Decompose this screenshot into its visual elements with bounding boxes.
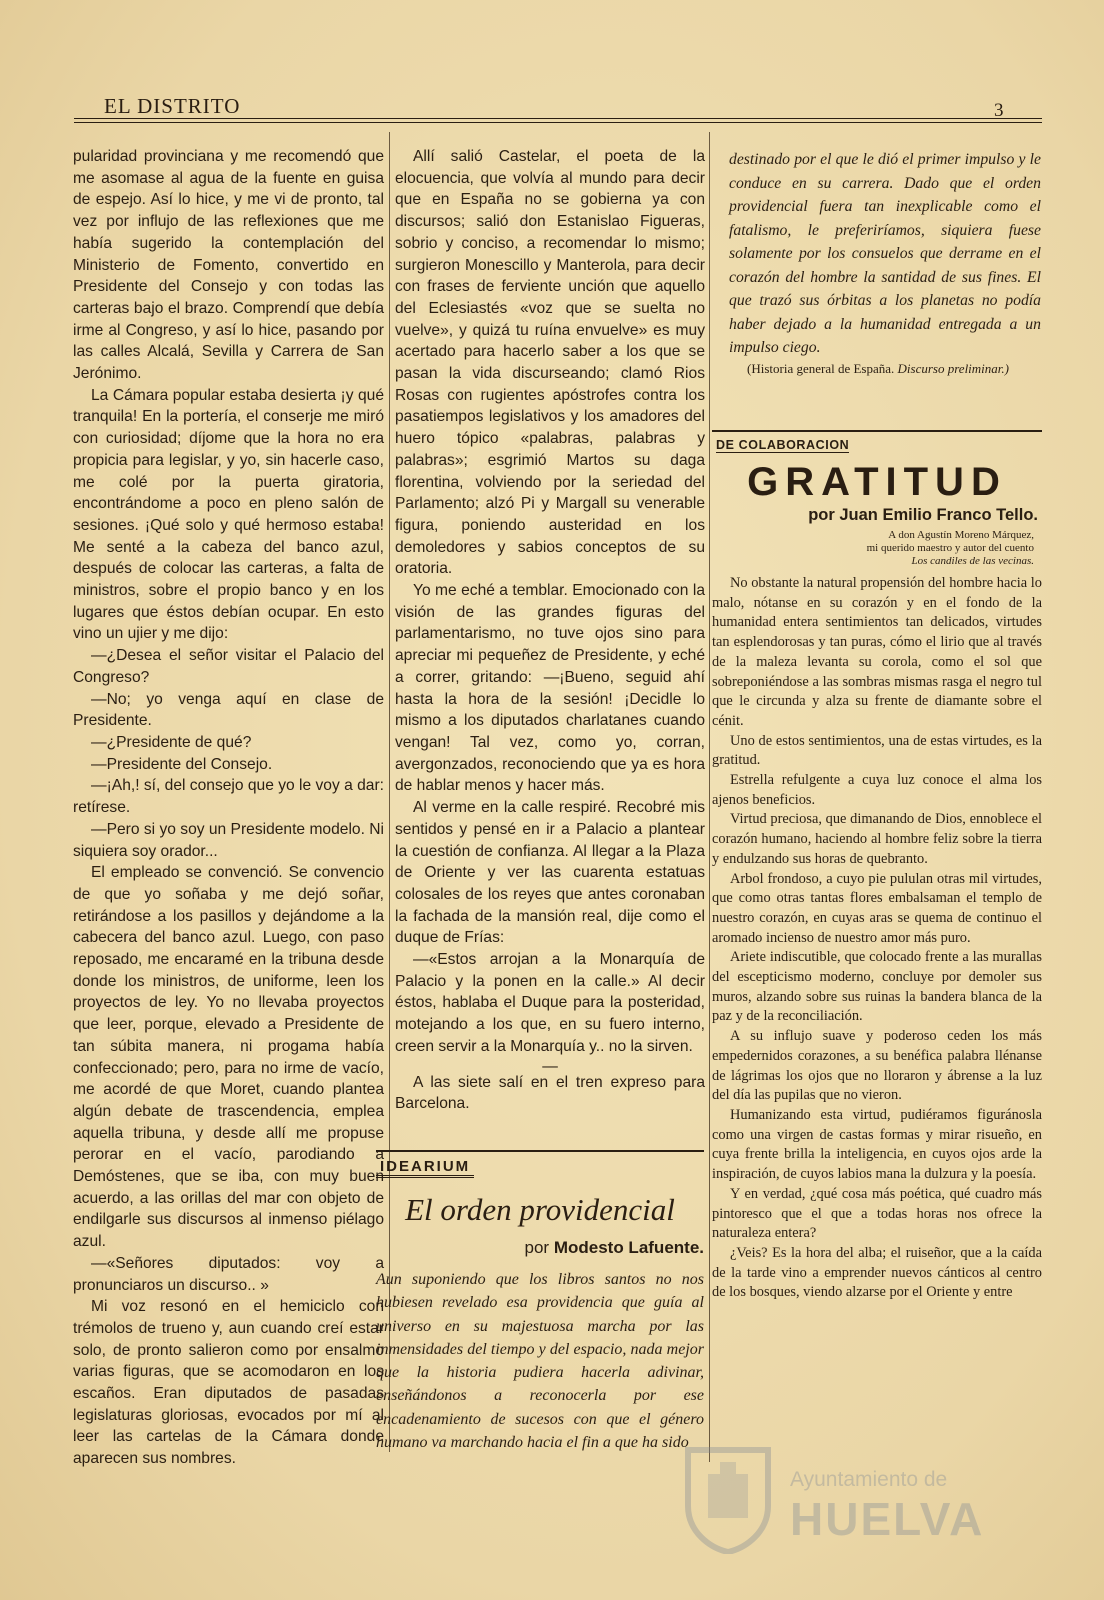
watermark-text: Ayuntamiento de [790, 1468, 948, 1491]
paragraph: Ariete indiscutible, que colocado frente a las murallas del escepticismo moderno, concluye por demoler sus muros, alzando sobre sus ruinas la bandera blanca de la paz y de la reconciliación. [712, 949, 1042, 1025]
dedication-line: A don Agustín Moreno Márquez, [888, 529, 1034, 541]
section-label: DE COLABORACION [716, 438, 850, 452]
dedication-line: Los candiles de las vecinas. [911, 555, 1034, 567]
byline [376, 1238, 704, 1258]
article-title: GRATITUD [747, 460, 1007, 504]
paragraph: Allí salió Castelar, el poeta de la elocuencia, que volvía al mundo para decir que en España no se gobierna ya con discursos; salió don Estanislao Figueras, sobrio y conciso, a recomendar lo mismo; surgieron Monescillo y Manterola, para decir con frases de ferviente unción que aquello del Eclesiastés «voz que se suelta no vuelve», y quizá tu ruína envuelve» es muy acertado para hacerlo saber a los que se pasan la vida discurseando; clamó Rios Rosas con rugientes apóstrofes contra los pasatiempos legislativos y los amadores del huero tópico «palabras, palabras y palabras»; esgrimió Martos su daga florentina, volviendo por la seriedad del Parlamento; alzó Pi y Margall su venerable figura, poniendo austeridad en los demoledores y sabios conceptos de su oratoria. [395, 148, 705, 578]
paragraph: A su influjo suave y poderoso ceden los más empedernidos corazones, a su benéfica palabra llénanse de lágrimas los ojos que no lloraron y ábrense a la luz del día las pupilas que no vieron. [712, 1028, 1042, 1104]
paragraph: El empleado se convenció. Se convencio de que yo soñaba y me dejó soñar, retirándose a los pasillos y dejándome a la cabecera del banco azul. Luego, con paso reposado, me encaramé en la tribuna desde donde los ministros, de uniforme, leen los proyectos de ley. Yo no llevaba proyectos que leer, porque, elevado a Presidente de tan súbita manera, ni progama había confeccionado; pero, para no irme de vacío, me acordé de que Moret, cuando plantea algún debate de trascendencia, emplea aquella tribuna, y desde allí me propuse perorar en el vacío, parodiando a Demóstenes, que se iba, con muy buen acuerdo, a las orillas del mar con objeto de endilgarle sus discursos al inmenso piélago azul. [73, 864, 384, 1251]
dedication-line: mi querido maestro y autor del cuento [866, 542, 1034, 554]
column-1 [73, 146, 384, 1470]
citation-detail: Discurso preliminar.) [897, 360, 1009, 376]
paragraph: —Presidente del Consejo. [91, 755, 273, 773]
column-divider [709, 132, 710, 1462]
paragraph: Virtud preciosa, que dimanando de Dios, ennoblece el corazón humano, haciendo al hombre feliz sobre la tierra y endulzando sus horas de quebranto. [712, 811, 1042, 867]
paragraph: —No; yo venga aquí en clase de Presidente. [73, 690, 384, 730]
column-2 [395, 146, 705, 1115]
citation-source: (Historia general de España. [747, 360, 895, 376]
citation [729, 360, 1041, 378]
header-rule-double [74, 122, 1042, 123]
article-title: El orden providencial [405, 1192, 675, 1227]
paragraph: —Pero si yo soy un Presidente modelo. Ni siquiera soy orador... [73, 820, 384, 860]
paragraph: Humanizando esta virtud, pudiéramos figuránosla como una virgen de castas formas y mirar risueño, en cuya frente brilla la inteligencia, en cuyos ojos arde la inspiración, de cuyos labios mana la dulzura y la poesía. [712, 1106, 1042, 1183]
paragraph: Estrella refulgente a cuya luz conoce el alma los ajenos beneficios. [712, 772, 1042, 808]
paragraph: No obstante la natural propensión del hombre hacia lo malo, nótanse en su corazón y en el fondo de la humanidad entera sentimientos tan delicados, virtudes tan esplendorosas y tan puras, cómo el lirio que al través de la maleza levanta su corola, como el sol que sobreponiéndose a las sombras mismas rasga el negro tul que le circunda y alza su frente de diamante sobre el cénit. [712, 575, 1042, 729]
paragraph: —«Señores diputados: voy a pronunciaros un discurso.. » [73, 1254, 384, 1294]
header-rule [74, 118, 1042, 119]
paragraph: A las siete salí en el tren expreso para Barcelona. [395, 1073, 705, 1113]
paragraph: ¿Veis? Es la hora del alba; el ruiseñor, que a la caída de la tarde vino a emprender nuevos cánticos al centro de los bosques, viendo alzarse por el Oriente y entre [712, 1244, 1042, 1301]
paragraph: Y en verdad, ¿qué cosa más poética, qué cuadro más pintoresco que el que a todas horas nos ofrece la naturaleza entera? [712, 1185, 1042, 1242]
paragraph: Al verme en la calle respiré. Recobré mis sentidos y pensé en ir a Palacio a plantear la cuestión de confianza. Al llegar a la Plaza de Oriente y ver las cuarenta estatuas colosales de los reyes que antes coronaban la fachada de la mansión real, dije como el duque de Frías: [395, 799, 705, 947]
gratitud-section [712, 430, 1042, 1303]
article-body [712, 574, 1042, 1303]
column-3 [729, 148, 1041, 378]
watermark [680, 1440, 1040, 1560]
paragraph: La Cámara popular estaba desierta ¡y qué tranquila! En la portería, el conserje me miró con curiosidad; díjome que la hora no era propicia para legislar, y yo, sin hacerle caso, me colé por la puerta giratoria, encontrándome a poco en pleno salón de sesiones. ¡Qué solo y qué hermoso estaba! Me senté a la cabeza del banco azul, después de colocar las carteras, a falta de ministros, sobre el propio banco y en los lugares que éstos debían ocupar. En esto vino un ujier y me dijo: [73, 386, 384, 643]
paragraph: —¡Ah,! sí, del consejo que yo le voy a dar: retírese. [73, 777, 384, 817]
article-body: Aun suponiendo que los libros santos no nos hubiesen revelado esa providencia que guía al universo en su majestuosa marcha por las inmensidades del tiempo y del espacio, nada mejor que la historia pudiera hacerla adivinar, enseñándonos a reconocerla por ese encadenamiento de sucesos con que el género humano va marchando hacia el fin a que ha sido [376, 1271, 704, 1452]
watermark-text: HUELVA [790, 1493, 985, 1545]
paragraph: pularidad provinciana y me recomendó que me asomase al agua de la fuente en guisa de espejo. Así lo hice, y me vi de pronto, tal vez por influjo de las reflexiones que me había sugerido la contemplación del Ministerio de Fomento, convertido en Presidente del Consejo y con todas las carteras bajo el brazo. Comprendí que debía irme al Congreso, y así lo hice, pasando por las calles Alcalá, Sevilla y Carrera de San Jerónimo. [73, 148, 384, 383]
paragraph: Uno de estos sentimientos, una de estas virtudes, es la gratitud. [712, 732, 1042, 769]
dedication [712, 529, 1034, 568]
paragraph: —«Estos arrojan a la Monarquía de Palacio y la ponen en la calle.» Al decir éstos, hablaba el Duque para la posteridad, motejando a los que, en su fuero interno, creen servir a la Monarquía y.. no la sirven. [395, 951, 705, 1055]
section-bar [376, 1150, 704, 1178]
idearium-section [376, 1140, 704, 1454]
paragraph: —¿Desea el señor visitar el Palacio del Congreso? [73, 647, 384, 686]
paragraph: —¿Presidente de qué? [91, 733, 252, 751]
city-shield-icon [680, 1444, 776, 1554]
paragraph: Arbol frondoso, a cuyo pie pululan otras mil virtudes, que como otras tantas flores embalsaman el templo de nuestro corazón, en cuyas aras se quema de continuo el aromado incienso de nuestro amor más puro. [712, 870, 1042, 946]
byline: por Juan Emilio Franco Tello. [808, 506, 1038, 524]
author-name: Modesto Lafuente. [553, 1238, 704, 1257]
paragraph: Yo me eché a temblar. Emocionado con la visión de las grandes figuras del parlamentarismo, no tuve ojos sino para apreciar mi pequeñez de Presidente, y eché a correr, gritando: —¡Bueno, seguid ahí hasta la hora de la sesión! ¡Decidle lo mismo a los diputados charlatanes cuando vengan! Tal vez, como yo, corran, avergonzados, reconociendo que ya es hora de hablar menos y hacer más. [395, 582, 705, 795]
byline-prefix: por [524, 1238, 550, 1257]
newspaper-title: EL DISTRITO [104, 94, 241, 118]
paragraph: Mi voz resonó en el hemiciclo con trémolos de trueno y, aun cuando creí estar solo, de pronto salieron como por ensalmo varias figuras, que se acomodaron en los escaños. Eran diputados de pasadas legislaturas gloriosas, evocados por mí al leer las cartelas de la Cámara donde aparecen sus nombres. [73, 1298, 384, 1468]
section-bar [712, 430, 1042, 454]
page-number: 3 [994, 100, 1004, 121]
section-label: IDEARIUM [376, 1158, 474, 1178]
separator: — [542, 1057, 558, 1075]
italic-continuation: destinado por el que le dió el primer impulso y le conduce en su carrera. Dado que el orden providencial fuera tan inexplicable como el fatalismo, le preferiríamos, siquiera fuese solamente por los consuelos que derrame en el corazón del hombre la santidad de sus fines. El que trazó sus órbitas a los planetas no podía haber dejado a la humanidad entregada a un impulso ciego. [729, 151, 1041, 356]
